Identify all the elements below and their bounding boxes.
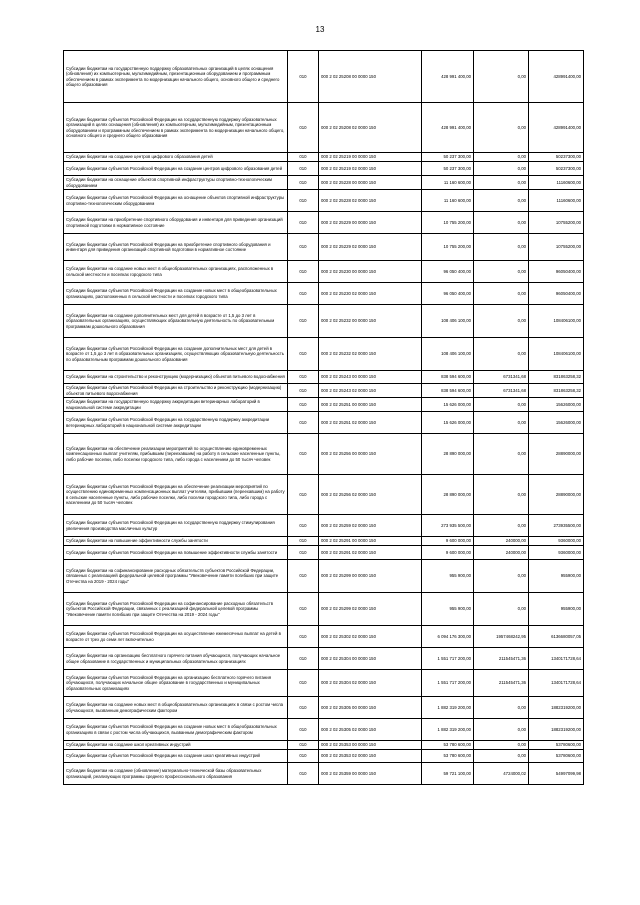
- row-executed: 0,00: [474, 261, 529, 283]
- row-executed: 0,00: [474, 305, 529, 338]
- row-kbk: 000 2 02 25229 02 0000 150: [319, 234, 422, 261]
- table-row: [64, 697, 584, 719]
- row-name: Субсидии бюджетам субъектов Российской Федерации на создание новых мест в общеобразовательных организациях в связи с ростом числа обучающихся, вызванным демографическим фактором: [64, 719, 288, 741]
- row-name: Субсидии бюджетам субъектов Российской Федерации на создание дополнительных мест для детей в возрасте от 1,5 до 3 лет в образовательных организациях, осуществляющих образовательную деятельность по образовательным программам дошкольного образования: [64, 338, 288, 371]
- table-row: [64, 648, 584, 670]
- row-code: 010: [288, 51, 319, 103]
- table-row: [64, 434, 584, 475]
- row-kbk: 000 2 02 25353 00 0000 150: [319, 741, 422, 750]
- row-approved: 15 626 000,00: [422, 412, 474, 434]
- row-kbk: 000 2 02 25208 00 0000 150: [319, 51, 422, 103]
- table-row: [64, 283, 584, 305]
- row-remaining: 96050400,00: [529, 283, 584, 305]
- row-executed: 1957468242,95: [474, 626, 529, 648]
- row-executed: 0,00: [474, 697, 529, 719]
- row-remaining: 6136680057,05: [529, 626, 584, 648]
- row-executed: 0,00: [474, 234, 529, 261]
- row-code: 010: [288, 697, 319, 719]
- row-name: Субсидии бюджетам на государственную поддержку аккредитации ветеринарных лабораторий в национальной системе аккредитации: [64, 398, 288, 412]
- subsidies-table: [63, 50, 584, 785]
- row-executed: 6731341,68: [474, 384, 529, 398]
- row-remaining: 428991400,00: [529, 51, 584, 103]
- table-row: [64, 670, 584, 697]
- row-name: Субсидии бюджетам субъектов Российской Федерации на оснащение объектов спортивной инфраструктуры спортивно-технологическим оборудованием: [64, 190, 288, 212]
- row-remaining: 10755200,00: [529, 212, 584, 234]
- row-remaining: 831863258,32: [529, 384, 584, 398]
- row-code: 010: [288, 670, 319, 697]
- row-remaining: 50237300,00: [529, 162, 584, 176]
- row-executed: 0,00: [474, 434, 529, 475]
- row-approved: 28 890 000,00: [422, 434, 474, 475]
- row-executed: 0,00: [474, 103, 529, 153]
- row-executed: 211545471,36: [474, 648, 529, 670]
- row-remaining: 28890000,00: [529, 434, 584, 475]
- table-row: [64, 546, 584, 560]
- row-remaining: 1340171728,64: [529, 670, 584, 697]
- row-approved: 428 991 400,00: [422, 103, 474, 153]
- row-approved: 11 160 600,00: [422, 176, 474, 190]
- table-row: [64, 537, 584, 546]
- row-name: Субсидии бюджетам субъектов Российской Федерации на софинансирование расходных обязательств субъектов Российской Федерации, связанных с реализацией федеральной целевой программы "Увековечение памяти погибших при защите Отечества на 2019 - 2024 годы": [64, 593, 288, 626]
- row-code: 010: [288, 103, 319, 153]
- row-name: Субсидии бюджетам на оснащение объектов спортивной инфраструктуры спортивно-технологическим оборудованием: [64, 176, 288, 190]
- row-code: 010: [288, 283, 319, 305]
- row-executed: 4724000,02: [474, 763, 529, 785]
- row-executed: 0,00: [474, 283, 529, 305]
- row-name: Субсидии бюджетам на строительство и реконструкцию (модернизацию) объектов питьевого водоснабжения: [64, 371, 288, 384]
- row-executed: 0,00: [474, 190, 529, 212]
- row-kbk: 000 2 02 25256 02 0000 150: [319, 475, 422, 515]
- row-remaining: 11160600,00: [529, 190, 584, 212]
- row-kbk: 000 2 02 25243 02 0000 150: [319, 384, 422, 398]
- row-remaining: 9360000,00: [529, 546, 584, 560]
- row-kbk: 000 2 02 25208 02 0000 150: [319, 103, 422, 153]
- row-kbk: 000 2 02 25291 02 0000 150: [319, 546, 422, 560]
- row-kbk: 000 2 02 25302 02 0000 150: [319, 626, 422, 648]
- row-code: 010: [288, 190, 319, 212]
- row-approved: 53 780 600,00: [422, 750, 474, 763]
- row-name: Субсидии бюджетам субъектов Российской Федерации на строительство и реконструкцию (модернизацию) объектов питьевого водоснабжения: [64, 384, 288, 398]
- row-approved: 11 160 600,00: [422, 190, 474, 212]
- row-executed: 0,00: [474, 593, 529, 626]
- row-executed: 0,00: [474, 719, 529, 741]
- row-executed: 0,00: [474, 750, 529, 763]
- row-kbk: 000 2 02 25304 02 0000 150: [319, 670, 422, 697]
- row-remaining: 428991400,00: [529, 103, 584, 153]
- row-name: Субсидии бюджетам субъектов Российской Федерации на государственную поддержку образовательных организаций в целях оснащения (обновления) их компьютерным, мультимедийным, презентационным оборудованием и программным обеспечением в рамках эксперимента по модернизации начального общего, основного общего и среднего общего образования: [64, 103, 288, 153]
- page-number: 13: [315, 25, 325, 34]
- row-code: 010: [288, 234, 319, 261]
- table-row: [64, 371, 584, 384]
- row-executed: 0,00: [474, 515, 529, 537]
- row-kbk: 000 2 02 25229 00 0000 150: [319, 212, 422, 234]
- row-code: 010: [288, 384, 319, 398]
- row-approved: 59 721 100,00: [422, 763, 474, 785]
- row-approved: 838 594 600,00: [422, 384, 474, 398]
- table-row: [64, 412, 584, 434]
- row-code: 010: [288, 261, 319, 283]
- row-kbk: 000 2 02 25219 02 0000 150: [319, 162, 422, 176]
- row-approved: 1 551 717 200,00: [422, 670, 474, 697]
- row-remaining: 108406100,00: [529, 338, 584, 371]
- row-approved: 428 991 400,00: [422, 51, 474, 103]
- table-row: [64, 515, 584, 537]
- row-executed: 0,00: [474, 212, 529, 234]
- row-kbk: 000 2 02 25230 00 0000 150: [319, 261, 422, 283]
- row-approved: 10 755 200,00: [422, 212, 474, 234]
- row-code: 010: [288, 750, 319, 763]
- row-name: Субсидии бюджетам субъектов Российской Федерации на повышение эффективности службы занятости: [64, 546, 288, 560]
- row-code: 010: [288, 763, 319, 785]
- row-remaining: 1882319200,00: [529, 719, 584, 741]
- row-code: 010: [288, 546, 319, 560]
- row-kbk: 000 2 02 25251 00 0000 150: [319, 398, 422, 412]
- row-executed: 0,00: [474, 176, 529, 190]
- row-remaining: 54997099,98: [529, 763, 584, 785]
- row-name: Субсидии бюджетам субъектов Российской Федерации на приобретение спортивного оборудования и инвентаря для приведения организаций спортивной подготовки в нормативное состояние: [64, 234, 288, 261]
- row-name: Субсидии бюджетам на софинансирование расходных обязательств субъектов Российской Федерации, связанных с реализацией федеральной целевой программы "Увековечение памяти погибших при защите Отечества на 2019 - 2024 годы": [64, 560, 288, 593]
- row-remaining: 273935500,00: [529, 515, 584, 537]
- row-executed: 240000,00: [474, 546, 529, 560]
- row-kbk: 000 2 02 25228 02 0000 150: [319, 190, 422, 212]
- row-remaining: 108406100,00: [529, 305, 584, 338]
- row-name: Субсидии бюджетам на повышение эффективности службы занятости: [64, 537, 288, 546]
- row-name: Субсидии бюджетам на создание новых мест в общеобразовательных организациях, расположенных в сельской местности и поселках городского типа: [64, 261, 288, 283]
- row-code: 010: [288, 593, 319, 626]
- row-name: Субсидии бюджетам субъектов Российской Федерации на осуществление ежемесячных выплат на детей в возрасте от трех до семи лет включительно: [64, 626, 288, 648]
- row-code: 010: [288, 475, 319, 515]
- row-name: Субсидии бюджетам субъектов Российской Федерации на создание новых мест в общеобразовательных организациях, расположенных в сельской местности и поселках городского типа: [64, 283, 288, 305]
- row-approved: 6 094 176 300,00: [422, 626, 474, 648]
- row-approved: 10 755 200,00: [422, 234, 474, 261]
- table-row: [64, 234, 584, 261]
- table-row: [64, 212, 584, 234]
- row-name: Субсидии бюджетам на организацию бесплатного горячего питания обучающихся, получающих начальное общее образование в государственных и муниципальных образовательных организациях: [64, 648, 288, 670]
- row-approved: 955 900,00: [422, 593, 474, 626]
- table-row: [64, 261, 584, 283]
- row-approved: 1 882 319 200,00: [422, 719, 474, 741]
- row-remaining: 53780600,00: [529, 741, 584, 750]
- row-name: Субсидии бюджетам на государственную поддержку образовательных организаций в целях оснащения (обновления) их компьютерным, мультимедийным, презентационным оборудованием и программным обеспечением в рамках эксперимента по модернизации начального общего, основного общего и среднего общего образования: [64, 51, 288, 103]
- row-name: Субсидии бюджетам субъектов Российской Федерации на создание центров цифрового образования детей: [64, 162, 288, 176]
- table-row: [64, 763, 584, 785]
- row-name: Субсидии бюджетам на создание школ креативных индустрий: [64, 741, 288, 750]
- row-name: Субсидии бюджетам субъектов Российской Федерации на обеспечение реализации мероприятий по осуществлению единовременных компенсационных выплат учителям, прибывшим (переехавшим) на работу в сельские населенные пункты, либо рабочие поселки, либо поселки городского типа, либо города с населением до 50 тысяч человек: [64, 475, 288, 515]
- row-remaining: 96050400,00: [529, 261, 584, 283]
- row-name: Субсидии бюджетам субъектов Российской Федерации на государственную поддержку аккредитации ветеринарных лабораторий в национальной системе аккредитации: [64, 412, 288, 434]
- row-executed: 6731341,68: [474, 371, 529, 384]
- row-approved: 50 237 300,00: [422, 153, 474, 162]
- row-name: Субсидии бюджетам на создание новых мест в общеобразовательных организациях в связи с ростом числа обучающихся, вызванным демографическим фактором: [64, 697, 288, 719]
- row-approved: 50 237 300,00: [422, 162, 474, 176]
- row-approved: 838 594 600,00: [422, 371, 474, 384]
- row-name: Субсидии бюджетам на создание (обновление) материально-технической базы образовательных организаций, реализующих программы среднего профессионального образования: [64, 763, 288, 785]
- row-approved: 108 406 100,00: [422, 338, 474, 371]
- row-remaining: 831863258,32: [529, 371, 584, 384]
- row-kbk: 000 2 02 25243 00 0000 150: [319, 371, 422, 384]
- row-code: 010: [288, 305, 319, 338]
- table-row: [64, 475, 584, 515]
- row-code: 010: [288, 719, 319, 741]
- row-code: 010: [288, 648, 319, 670]
- row-code: 010: [288, 153, 319, 162]
- row-approved: 955 900,00: [422, 560, 474, 593]
- row-code: 010: [288, 537, 319, 546]
- table-row: [64, 51, 584, 103]
- row-kbk: 000 2 02 25305 00 0000 150: [319, 697, 422, 719]
- row-remaining: 11160600,00: [529, 176, 584, 190]
- row-code: 010: [288, 162, 319, 176]
- row-executed: 0,00: [474, 741, 529, 750]
- row-code: 010: [288, 626, 319, 648]
- table-row: [64, 384, 584, 398]
- table-row: [64, 103, 584, 153]
- row-remaining: 15626000,00: [529, 412, 584, 434]
- row-approved: 108 406 100,00: [422, 305, 474, 338]
- table-row: [64, 593, 584, 626]
- row-executed: 0,00: [474, 153, 529, 162]
- row-approved: 1 882 319 200,00: [422, 697, 474, 719]
- row-remaining: 50237300,00: [529, 153, 584, 162]
- table-row: [64, 750, 584, 763]
- row-kbk: 000 2 02 25299 02 0000 150: [319, 593, 422, 626]
- row-executed: 0,00: [474, 560, 529, 593]
- row-executed: 0,00: [474, 412, 529, 434]
- row-approved: 15 626 000,00: [422, 398, 474, 412]
- row-approved: 96 050 400,00: [422, 261, 474, 283]
- row-kbk: 000 2 02 25353 02 0000 150: [319, 750, 422, 763]
- row-approved: 28 890 000,00: [422, 475, 474, 515]
- row-kbk: 000 2 02 25305 02 0000 150: [319, 719, 422, 741]
- row-remaining: 1340171728,64: [529, 648, 584, 670]
- row-code: 010: [288, 371, 319, 384]
- row-name: Субсидии бюджетам на приобретение спортивного оборудования и инвентаря для приведения организаций спортивной подготовки в нормативное состояние: [64, 212, 288, 234]
- row-code: 010: [288, 560, 319, 593]
- row-code: 010: [288, 412, 319, 434]
- table-row: [64, 398, 584, 412]
- table-row: [64, 719, 584, 741]
- row-executed: 0,00: [474, 398, 529, 412]
- row-executed: 0,00: [474, 51, 529, 103]
- row-kbk: 000 2 02 25232 00 0000 150: [319, 305, 422, 338]
- row-remaining: 28890000,00: [529, 475, 584, 515]
- row-name: Субсидии бюджетам на обеспечение реализации мероприятий по осуществлению единовременных компенсационных выплат учителям, прибывшим (переехавшим) на работу в сельские населенные пункты, либо рабочие поселки, либо поселки городского типа, либо города с населением до 50 тысяч человек: [64, 434, 288, 475]
- row-name: Субсидии бюджетам на создание дополнительных мест для детей в возрасте от 1,5 до 3 лет в образовательных организациях, осуществляющих образовательную деятельность по образовательным программам дошкольного образования: [64, 305, 288, 338]
- row-code: 010: [288, 176, 319, 190]
- table-row: [64, 153, 584, 162]
- row-remaining: 15626000,00: [529, 398, 584, 412]
- row-remaining: 53780600,00: [529, 750, 584, 763]
- table-row: [64, 190, 584, 212]
- row-code: 010: [288, 434, 319, 475]
- row-code: 010: [288, 212, 319, 234]
- row-approved: 9 600 000,00: [422, 537, 474, 546]
- table-row: [64, 560, 584, 593]
- row-kbk: 000 2 02 25259 02 0000 150: [319, 515, 422, 537]
- row-kbk: 000 2 02 25256 00 0000 150: [319, 434, 422, 475]
- row-name: Субсидии бюджетам субъектов Российской Федерации на создание школ креативных индустрий: [64, 750, 288, 763]
- row-kbk: 000 2 02 25219 00 0000 150: [319, 153, 422, 162]
- table-row: [64, 162, 584, 176]
- table-row: [64, 741, 584, 750]
- row-kbk: 000 2 02 25299 00 0000 150: [319, 560, 422, 593]
- row-code: 010: [288, 338, 319, 371]
- row-approved: 96 050 400,00: [422, 283, 474, 305]
- row-executed: 0,00: [474, 338, 529, 371]
- row-approved: 53 780 600,00: [422, 741, 474, 750]
- row-kbk: 000 2 02 25230 02 0000 150: [319, 283, 422, 305]
- row-executed: 0,00: [474, 475, 529, 515]
- table-row: [64, 626, 584, 648]
- table-row: [64, 176, 584, 190]
- row-kbk: 000 2 02 25304 00 0000 150: [319, 648, 422, 670]
- row-name: Субсидии бюджетам субъектов Российской Федерации на государственную поддержку стимулирования увеличения производства масличных культур: [64, 515, 288, 537]
- row-remaining: 955900,00: [529, 560, 584, 593]
- row-kbk: 000 2 02 25232 02 0000 150: [319, 338, 422, 371]
- row-code: 010: [288, 398, 319, 412]
- row-remaining: 955900,00: [529, 593, 584, 626]
- row-remaining: 10755200,00: [529, 234, 584, 261]
- row-code: 010: [288, 741, 319, 750]
- row-code: 010: [288, 515, 319, 537]
- table-row: [64, 305, 584, 338]
- row-kbk: 000 2 02 25251 02 0000 150: [319, 412, 422, 434]
- row-remaining: 9360000,00: [529, 537, 584, 546]
- row-remaining: 1882319200,00: [529, 697, 584, 719]
- row-name: Субсидии бюджетам субъектов Российской Федерации на организацию бесплатного горячего питания обучающихся, получающих начальное общее образование в государственных и муниципальных образовательных организациях: [64, 670, 288, 697]
- table-row: [64, 338, 584, 371]
- row-executed: 211545471,36: [474, 670, 529, 697]
- row-kbk: 000 2 02 25291 00 0000 150: [319, 537, 422, 546]
- row-name: Субсидии бюджетам на создание центров цифрового образования детей: [64, 153, 288, 162]
- row-kbk: 000 2 02 25359 00 0000 150: [319, 763, 422, 785]
- row-kbk: 000 2 02 25228 00 0000 150: [319, 176, 422, 190]
- row-approved: 273 935 500,00: [422, 515, 474, 537]
- row-executed: 240000,00: [474, 537, 529, 546]
- row-executed: 0,00: [474, 162, 529, 176]
- row-approved: 9 600 000,00: [422, 546, 474, 560]
- row-approved: 1 551 717 200,00: [422, 648, 474, 670]
